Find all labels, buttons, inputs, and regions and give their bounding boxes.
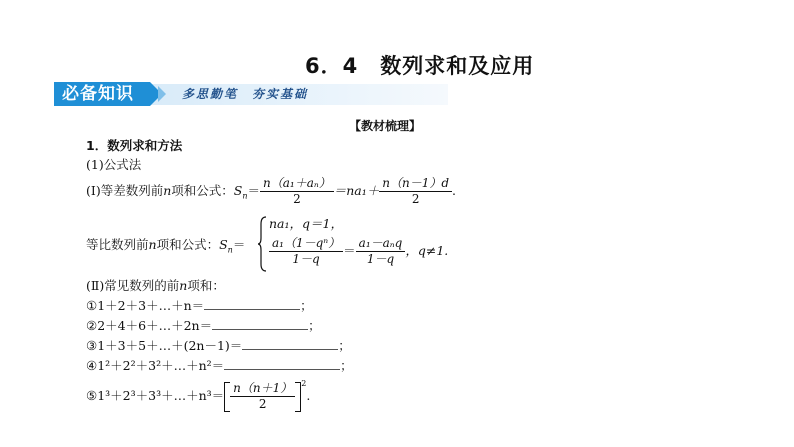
item-5-power: 2 <box>301 379 307 388</box>
list-item-3 <box>86 336 351 354</box>
list-item-1 <box>86 296 313 314</box>
arith-frac1-num: n（a₁＋aₙ） <box>260 176 334 192</box>
arith-fraction-2 <box>379 176 452 207</box>
item-4-blank <box>224 357 340 370</box>
item-5-frac-den: 2 <box>258 397 267 411</box>
item-1-blank <box>204 297 300 310</box>
item-1-end: ； <box>300 298 313 313</box>
item-5-fraction <box>230 381 295 412</box>
geo-case2-cond: ，q≠1. <box>405 243 449 258</box>
banner-arrow-small-icon <box>158 86 166 102</box>
arith-eq: ＝ <box>247 183 261 198</box>
item-3-end: ； <box>338 338 351 353</box>
item-5-frac-num: n（n＋1） <box>230 381 295 397</box>
list-item-2 <box>86 316 321 334</box>
item-4-label: ④1²＋2²＋3²＋…＋n²＝ <box>86 358 225 373</box>
arith-lhs: S <box>233 183 243 198</box>
geo-eq: ＝ <box>232 237 246 252</box>
arith-middle: ＝na₁＋ <box>333 183 380 198</box>
geo-case2-eq: ＝ <box>343 243 356 258</box>
geo-frac1-den: 1－q <box>292 252 320 266</box>
item-2-label: ②2＋4＋6＋…＋2n＝ <box>86 318 213 333</box>
item1-heading: 1．数列求和方法 <box>86 138 183 153</box>
left-brace-icon <box>258 216 267 272</box>
list-item-5 <box>86 379 310 412</box>
geo-frac1-num: a₁（1－qⁿ） <box>269 236 343 252</box>
geo-lhs: S <box>219 237 228 252</box>
arith-frac1-den: 2 <box>293 192 301 206</box>
geo-case-1: na₁，q＝1， <box>269 216 343 231</box>
sub2-n: n <box>179 278 188 293</box>
arith-label-post: 项和公式： <box>171 183 234 198</box>
item-5-end: . <box>306 388 311 403</box>
geo-frac2-num: a₁－aₙq <box>356 236 406 252</box>
item-2-blank <box>212 317 308 330</box>
arith-label-pre: (Ⅰ)等差数列前 <box>86 183 164 198</box>
arith-label-n: n <box>163 183 172 198</box>
item-2-end: ； <box>308 318 321 333</box>
banner-subtitle: 多思勤笔 夯实基础 <box>182 87 309 101</box>
section-heading: 【教材梳理】 <box>349 119 422 133</box>
sub1-heading: (1)公式法 <box>86 157 142 172</box>
geo-case-2 <box>269 236 448 267</box>
section-banner <box>54 82 448 106</box>
geo-label-pre: 等比数列前 <box>86 237 149 252</box>
sub2-post: 项和： <box>187 278 225 293</box>
list-item-4 <box>86 356 353 374</box>
geo-label <box>86 235 245 255</box>
geo-fraction-2 <box>356 236 406 267</box>
sub2-pre: (Ⅱ)常见数列的前 <box>86 278 180 293</box>
geo-lhs-sub: n <box>227 245 233 255</box>
item-5-label: ⑤1³＋2³＋3³＋…＋n³＝ <box>86 388 225 403</box>
geo-frac2-den: 1－q <box>366 252 395 266</box>
sub2-heading <box>86 276 225 294</box>
arith-formula <box>86 176 456 207</box>
geo-label-post: 项和公式： <box>156 237 220 252</box>
item-1-label: ①1＋2＋3＋…＋n＝ <box>86 298 205 313</box>
arith-frac2-num: n（n－1）d <box>379 176 452 192</box>
item-3-label: ③1＋3＋5＋…＋(2n－1)＝ <box>86 338 243 353</box>
item-4-end: ； <box>340 358 353 373</box>
arith-lhs-sub: n <box>242 191 248 201</box>
arith-frac2-den: 2 <box>411 192 420 206</box>
page-title: 6．4 数列求和及应用 <box>305 54 535 78</box>
banner-badge: 必备知识 <box>54 82 150 106</box>
arith-end: . <box>452 183 457 198</box>
geo-label-n: n <box>148 237 157 252</box>
item-3-blank <box>242 337 338 350</box>
arith-fraction-1 <box>260 176 334 207</box>
geo-fraction-1 <box>269 236 343 267</box>
